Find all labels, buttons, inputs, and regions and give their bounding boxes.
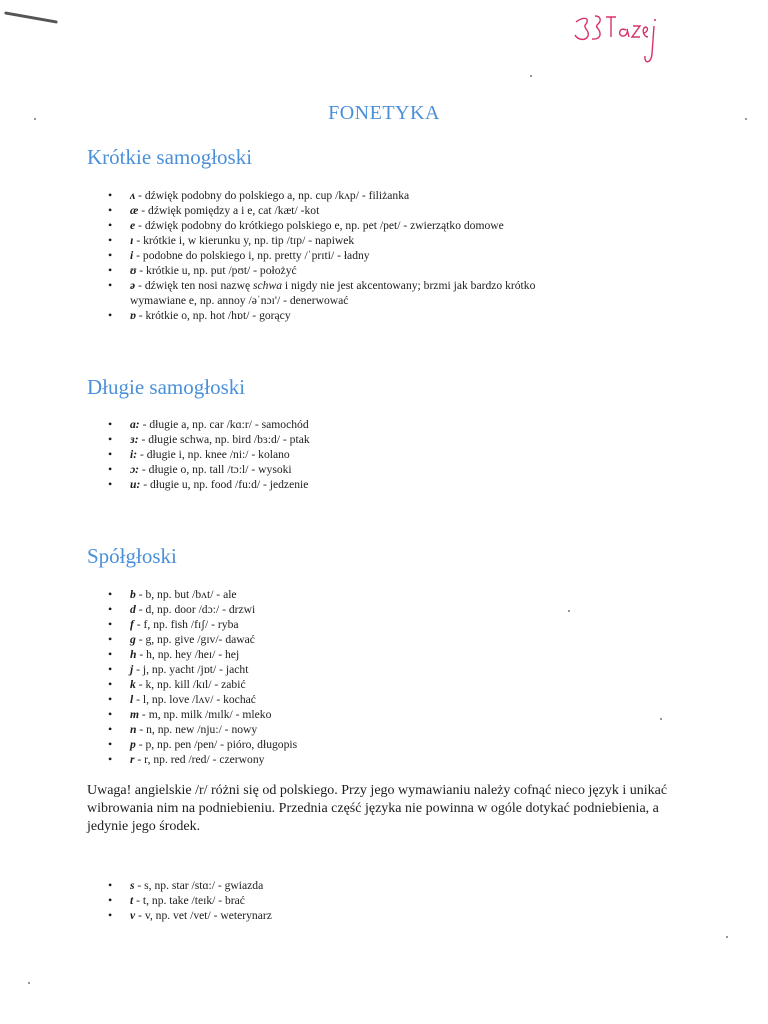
- item-description: - s, np. star /stɑ:/ - gwiazda: [134, 879, 264, 892]
- phonetic-symbol: æ: [130, 204, 139, 217]
- item-description: - długie schwa, np. bird /bɜ:d/ - ptak: [138, 433, 310, 446]
- item-description: - podobne do polskiego i, np. pretty /ˈprɪti/ - ładny: [133, 249, 370, 262]
- list-item: [108, 462, 310, 477]
- list-item: [108, 878, 272, 893]
- scan-speck: [745, 118, 747, 120]
- item-description: - m, np. milk /mɪlk/ - mleko: [139, 708, 272, 721]
- item-description: - krótkie o, np. hot /hɒt/ - gorący: [135, 309, 291, 322]
- list-item: [108, 602, 297, 617]
- list-item: [108, 233, 535, 248]
- scan-speck: [28, 982, 30, 984]
- item-description: - g, np. give /gɪv/- dawać: [135, 633, 255, 646]
- item-description: - dźwięk podobny do krótkiego polskiego e, np. pet /pet/ - zwierzątko domowe: [135, 219, 504, 232]
- list-item: [108, 893, 272, 908]
- phonetic-symbol: ə: [130, 279, 136, 292]
- short-vowels-list: [108, 188, 535, 323]
- phonetic-symbol: g: [130, 633, 136, 646]
- list-item: [108, 752, 297, 767]
- list-item: [108, 477, 310, 492]
- item-description: - dźwięk ten nosi nazwę: [135, 279, 253, 292]
- item-description: - n, np. new /nju:/ - nowy: [136, 723, 258, 736]
- phonetic-symbol: k: [130, 678, 136, 691]
- list-item: [108, 248, 535, 263]
- list-item: [108, 908, 272, 923]
- item-description: - r, np. red /red/ - czerwony: [134, 753, 265, 766]
- list-item: [108, 308, 535, 323]
- item-description: - dźwięk podobny do polskiego a, np. cup /kʌp/ - filiżanka: [135, 189, 410, 202]
- list-item: [108, 218, 535, 233]
- phonetic-symbol: a:: [130, 418, 140, 431]
- consonants-heading: Spółgłoski: [87, 544, 177, 568]
- item-description: - v, np. vet /vet/ - weterynarz: [135, 909, 272, 922]
- scan-speck: [530, 75, 532, 77]
- item-description: - h, np. hey /heɪ/ - hej: [136, 648, 240, 661]
- phonetic-symbol: u:: [130, 478, 141, 491]
- schwa-term: schwa: [253, 279, 282, 292]
- phonetic-symbol: j: [130, 663, 134, 676]
- item-description: - p, np. pen /pen/ - pióro, długopis: [135, 738, 298, 751]
- short-vowels-heading: Krótkie samogłoski: [87, 145, 253, 169]
- list-item: [108, 677, 297, 692]
- list-item: [108, 662, 297, 677]
- list-item: [108, 737, 297, 752]
- item-description: - d, np. door /dɔ:/ - drzwi: [135, 603, 256, 616]
- phonetic-symbol: ʊ: [130, 264, 137, 277]
- phonetic-symbol: ɒ: [130, 309, 136, 322]
- item-description: - krótkie i, w kierunku y, np. tip /tɪp/ - napiwek: [133, 234, 355, 247]
- list-item: [108, 417, 310, 432]
- list-item: [108, 203, 535, 218]
- long-vowels-heading: Długie samogłoski: [87, 375, 246, 399]
- item-description: - długie i, np. knee /ni:/ - kolano: [137, 448, 290, 461]
- list-item: [108, 707, 297, 722]
- phonetic-symbol: f: [130, 618, 134, 631]
- scan-mark: [4, 11, 58, 23]
- consonants-list: [108, 587, 297, 767]
- scan-speck: [34, 118, 36, 120]
- list-item: [108, 587, 297, 602]
- phonetic-symbol: p: [130, 738, 136, 751]
- phonetic-symbol: ɔ:: [130, 463, 140, 476]
- item-description: - f, np. fish /fɪʃ/ - ryba: [133, 618, 239, 631]
- list-item: [108, 188, 535, 203]
- list-item: [108, 278, 535, 308]
- list-item: [108, 263, 535, 278]
- list-item: [108, 647, 297, 662]
- handwritten-note: [570, 8, 670, 72]
- phonetic-symbol: l: [130, 693, 134, 706]
- phonetic-symbol: n: [130, 723, 137, 736]
- pronunciation-note: Uwaga! angielskie /r/ różni się od polskiego. Przy jego wymawianiu należy cofnąć nieco język i unikać wibrowania nim na podniebieniu. Przednia część języka nie powinna w ogóle dotykać podniebienia, a jedynie jego środek.: [87, 783, 668, 834]
- phonetic-symbol: h: [130, 648, 137, 661]
- scan-speck: [660, 718, 662, 720]
- long-vowels-list: [108, 417, 310, 492]
- phonetic-symbol: i:: [130, 448, 138, 461]
- list-item: [108, 722, 297, 737]
- list-item: [108, 432, 310, 447]
- item-description: - j, np. yacht /jɒt/ - jacht: [133, 663, 249, 676]
- document-title: FONETYKA: [328, 102, 440, 124]
- phonetic-symbol: i: [130, 249, 134, 262]
- phonetic-symbol: m: [130, 708, 140, 721]
- phonetic-symbol: s: [130, 879, 135, 892]
- list-item: [108, 632, 297, 647]
- item-description: - długie u, np. food /fu:d/ - jedzenie: [140, 478, 309, 491]
- phonetic-symbol: ɪ: [130, 234, 134, 247]
- item-description: - długie a, np. car /kɑ:r/ - samochód: [139, 418, 309, 431]
- list-item: [108, 447, 310, 462]
- item-description: - b, np. but /bʌt/ - ale: [135, 588, 237, 601]
- scan-speck: [726, 936, 728, 938]
- item-description: - k, np. kill /kɪl/ - zabić: [135, 678, 246, 691]
- phonetic-symbol: b: [130, 588, 136, 601]
- scan-speck: [568, 610, 570, 612]
- item-description: - krótkie u, np. put /pʊt/ - położyć: [136, 264, 297, 277]
- list-item: [108, 617, 297, 632]
- phonetic-symbol: ʌ: [130, 189, 136, 202]
- phonetic-symbol: e: [130, 219, 136, 232]
- item-description: - l, np. love /lʌv/ - kochać: [133, 693, 256, 706]
- item-description: - dźwięk pomiędzy a i e, cat /kæt/ -kot: [138, 204, 320, 217]
- more-consonants-list: [108, 878, 272, 923]
- phonetic-symbol: v: [130, 909, 136, 922]
- item-description: - t, np. take /teɪk/ - brać: [133, 894, 245, 907]
- phonetic-symbol: d: [130, 603, 136, 616]
- item-description: i nigdy nie jest akcentowany; brzmi jak bardzo krótko: [281, 279, 536, 292]
- phonetic-symbol: ɜ:: [130, 433, 139, 446]
- item-description: - długie o, np. tall /tɔ:l/ - wysoki: [139, 463, 292, 476]
- list-item: [108, 692, 297, 707]
- phonetic-symbol: t: [130, 894, 134, 907]
- phonetic-symbol: r: [130, 753, 135, 766]
- item-description-continued: wymawiane e, np. annoy /əˈnɔɪ'/ - denerwować: [130, 294, 349, 307]
